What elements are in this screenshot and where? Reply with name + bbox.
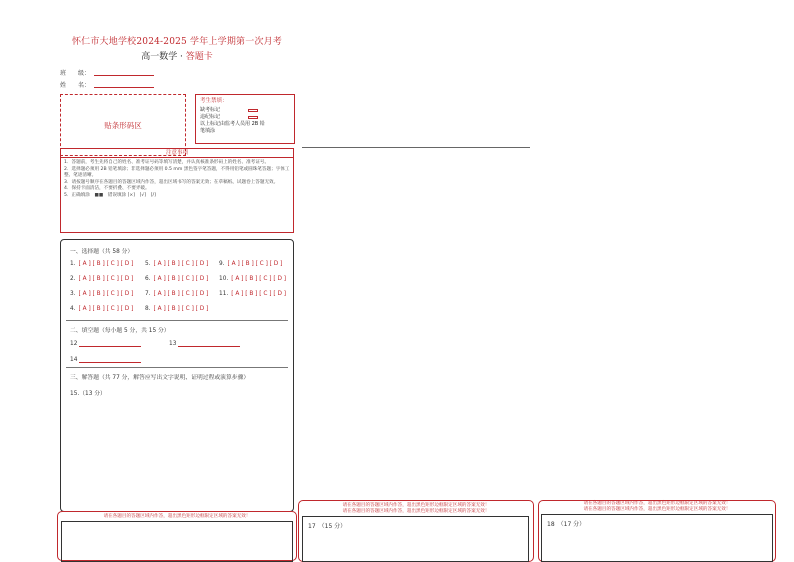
notes-body [61, 158, 293, 201]
warning-text: 请在各题目的答题区域内作答，超出黑色矩形边框限定区域的答案无效！ [342, 509, 490, 514]
page-subtitle [0, 49, 354, 62]
answer-area [60, 239, 294, 512]
name-label: 姓 名： [60, 82, 91, 89]
question-15-label: 15.（13 分） [70, 391, 106, 397]
notes-box [60, 148, 294, 233]
warning-text: 请在各题目的答题区域内作答，超出黑色矩形边框限定区域的答案无效！ [583, 501, 731, 506]
class-label: 班 级： [60, 70, 91, 77]
section-divider [66, 367, 288, 368]
fill-number-14: 14 [70, 357, 78, 363]
name-field[interactable] [94, 81, 154, 88]
absent-label: 缺考标记 [200, 107, 221, 113]
fill-answer-13[interactable] [178, 341, 240, 347]
subtitle-prefix: 高一数学 · [141, 52, 186, 62]
fill-answer-14[interactable] [79, 357, 141, 363]
choice-question-6[interactable]: 6. [ A ] [ B ] [ C ] [ D ] [145, 276, 209, 282]
candidate-notice-note2: 笔填涂 [200, 128, 216, 134]
fill-number-12: 12 [70, 341, 78, 347]
warning-text: 请在各题目的答题区域内作答，超出黑色矩形边框限定区域的答案无效！ [583, 507, 731, 512]
class-field[interactable] [94, 69, 154, 76]
choice-question-11[interactable]: 11. [ A ] [ B ] [ C ] [ D ] [219, 291, 287, 297]
notes-item: 1．答题前，考生先将自己的姓名、准考证号码等填写清楚，并认真核准条形码上的姓名、准考证号。 [64, 160, 270, 165]
section3-heading: 三、解答题（共 77 分，解答应写出文字说明、证明过程或演算步骤） [70, 375, 250, 381]
barcode-area [60, 94, 186, 156]
choice-question-8[interactable]: 8. [ A ] [ B ] [ C ] [ D ] [145, 306, 209, 312]
choice-question-2[interactable]: 2. [ A ] [ B ] [ C ] [ D ] [70, 276, 134, 282]
candidate-notice-title: 考生禁填： [200, 98, 228, 104]
absent-checkbox[interactable] [248, 109, 258, 112]
choice-question-5[interactable]: 5. [ A ] [ B ] [ C ] [ D ] [145, 261, 209, 267]
violation-label: 违纪标记 [200, 114, 221, 120]
barcode-label: 贴条形码区 [104, 120, 142, 130]
violation-checkbox[interactable] [248, 116, 258, 119]
choice-question-1[interactable]: 1. [ A ] [ B ] [ C ] [ D ] [70, 261, 134, 267]
divider-line [302, 147, 530, 148]
fill-answer-12[interactable] [79, 341, 141, 347]
section-divider [66, 320, 288, 321]
notes-item: 3．请按题号顺序在各题目的答题区域内作答，超出区域书写的答案无效；在草稿纸、试题卷上答题无效。 [64, 179, 279, 185]
choice-question-4[interactable]: 4. [ A ] [ B ] [ C ] [ D ] [70, 306, 134, 312]
question-18-label: 18 （17 分） [547, 521, 586, 528]
candidate-notice-box [195, 94, 295, 144]
choice-question-3[interactable]: 3. [ A ] [ B ] [ C ] [ D ] [70, 291, 134, 297]
choice-question-7[interactable]: 7. [ A ] [ B ] [ C ] [ D ] [145, 291, 209, 297]
section1-heading: 一、选择题（共 58 分） [70, 249, 134, 255]
warning-text: 请在各题目的答题区域内作答，超出黑色矩形边框限定区域的答案无效！ [103, 514, 251, 519]
subtitle-highlight: 答题卡 [185, 52, 213, 62]
choice-question-10[interactable]: 10. [ A ] [ B ] [ C ] [ D ] [219, 276, 287, 282]
notes-title: 注意事项 [61, 149, 293, 158]
choice-question-9[interactable]: 9. [ A ] [ B ] [ C ] [ D ] [219, 261, 283, 267]
question-17-label: 17 （15 分） [308, 523, 347, 530]
page-title: 怀仁市大地学校2024-2025 学年上学期第一次月考 [71, 37, 283, 47]
answer-box-16[interactable] [61, 521, 293, 562]
notes-item: 2．选择题必须用 2B 铅笔填涂；非选择题必须用 0.5 mm 黑色签字笔答题，不得用铅笔或圆珠笔答题；字体工整、笔迹清晰。 [64, 166, 290, 178]
warning-text: 请在各题目的答题区域内作答，超出黑色矩形边框限定区域的答案无效！ [342, 503, 490, 508]
notes-item: 5．正确填涂 ■■ 错误填涂 [×] [√] [/] [64, 192, 156, 198]
section2-heading: 二、填空题（每小题 5 分，共 15 分） [70, 328, 170, 334]
candidate-notice-note1: 以上标记由监考人员用 2B 铅 [200, 121, 265, 127]
notes-item: 4．保持卡面清洁，不要折叠、不要弄破。 [64, 186, 150, 191]
fill-number-13: 13 [169, 341, 177, 347]
